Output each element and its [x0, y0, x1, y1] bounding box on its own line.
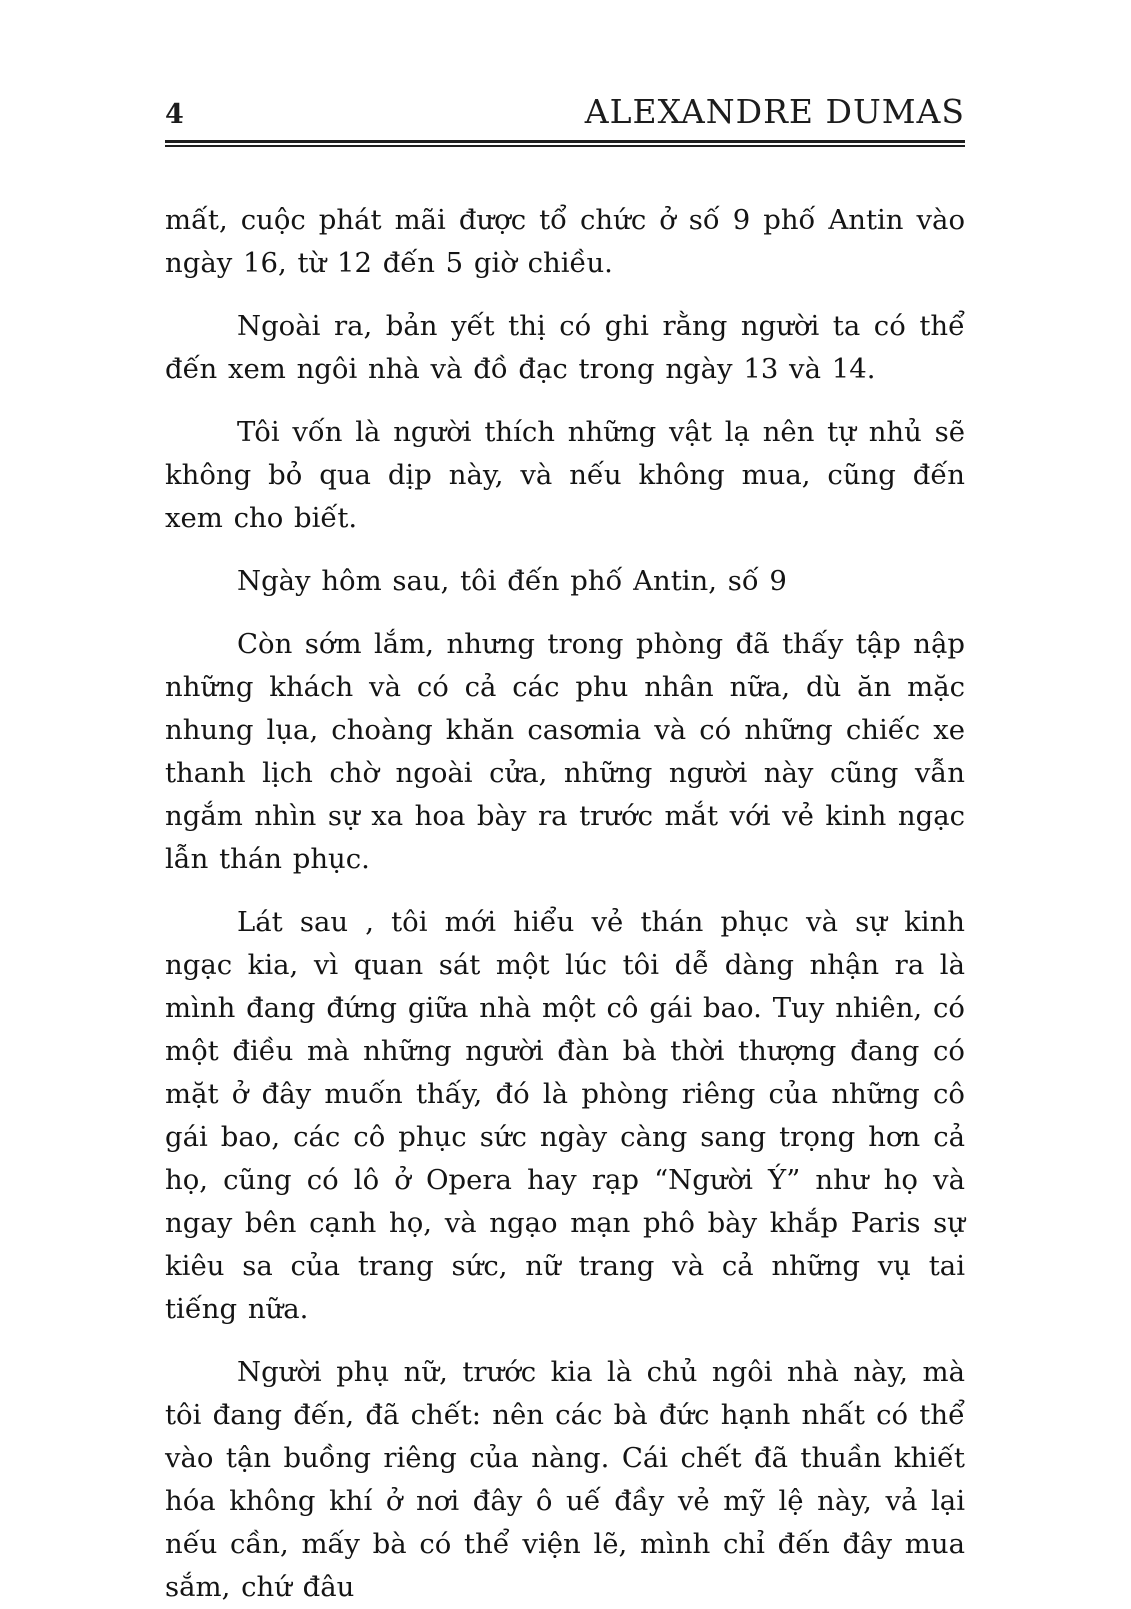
author-header: ALEXANDRE DUMAS	[584, 92, 965, 131]
paragraph: Người phụ nữ, trước kia là chủ ngôi nhà này, mà tôi đang đến, đã chết: nên các bà đức hạnh nhất có thể vào tận buồng riêng của nàng. Cái chết đã thuần khiết hóa không khí ở nơi đây ô uế đầy vẻ mỹ lệ này, vả lại nếu cần, mấy bà có thể viện lẽ, mình chỉ đến đây mua sắm, chứ đâu	[165, 1356, 965, 1603]
header-divider	[165, 140, 965, 147]
running-head	[165, 92, 965, 131]
page-number: 4	[165, 99, 184, 130]
paragraph: mất, cuộc phát mãi được tổ chức ở số 9 phố Antin vào ngày 16, từ 12 đến 5 giờ chiều.	[165, 204, 965, 279]
paragraph: Còn sớm lắm, nhưng trong phòng đã thấy tập nập những khách và có cả các phu nhân nữa, dù ăn mặc nhung lụa, choàng khăn casơmia và có những chiếc xe thanh lịch chờ ngoài cửa, những người này cũng vẫn ngắm nhìn sự xa hoa bày ra trước mắt với vẻ kinh ngạc lẫn thán phục.	[165, 628, 965, 875]
paragraph: Ngoài ra, bản yết thị có ghi rằng người ta có thể đến xem ngôi nhà và đồ đạc trong ngày 13 và 14.	[165, 310, 965, 385]
paragraph: Lát sau , tôi mới hiểu vẻ thán phục và sự kinh ngạc kia, vì quan sát một lúc tôi dễ dàng nhận ra là mình đang đứng giữa nhà một cô gái bao. Tuy nhiên, có một điều mà những người đàn bà thời thượng đang có mặt ở đây muốn thấy, đó là phòng riêng của những cô gái bao, các cô phục sức ngày càng sang trọng hơn cả họ, cũng có lô ở Opera hay rạp “Người Ý” như họ và ngay bên cạnh họ, và ngạo mạn phô bày khắp Paris sự kiêu sa của trang sức, nữ trang và cả những vụ tai tiếng nữa.	[165, 906, 965, 1325]
paragraph: Ngày hôm sau, tôi đến phố Antin, số 9	[237, 565, 787, 597]
paragraph: Tôi vốn là người thích những vật lạ nên tự nhủ sẽ không bỏ qua dịp này, và nếu không mua, cũng đến xem cho biết.	[165, 416, 965, 534]
page-body	[165, 199, 965, 1609]
